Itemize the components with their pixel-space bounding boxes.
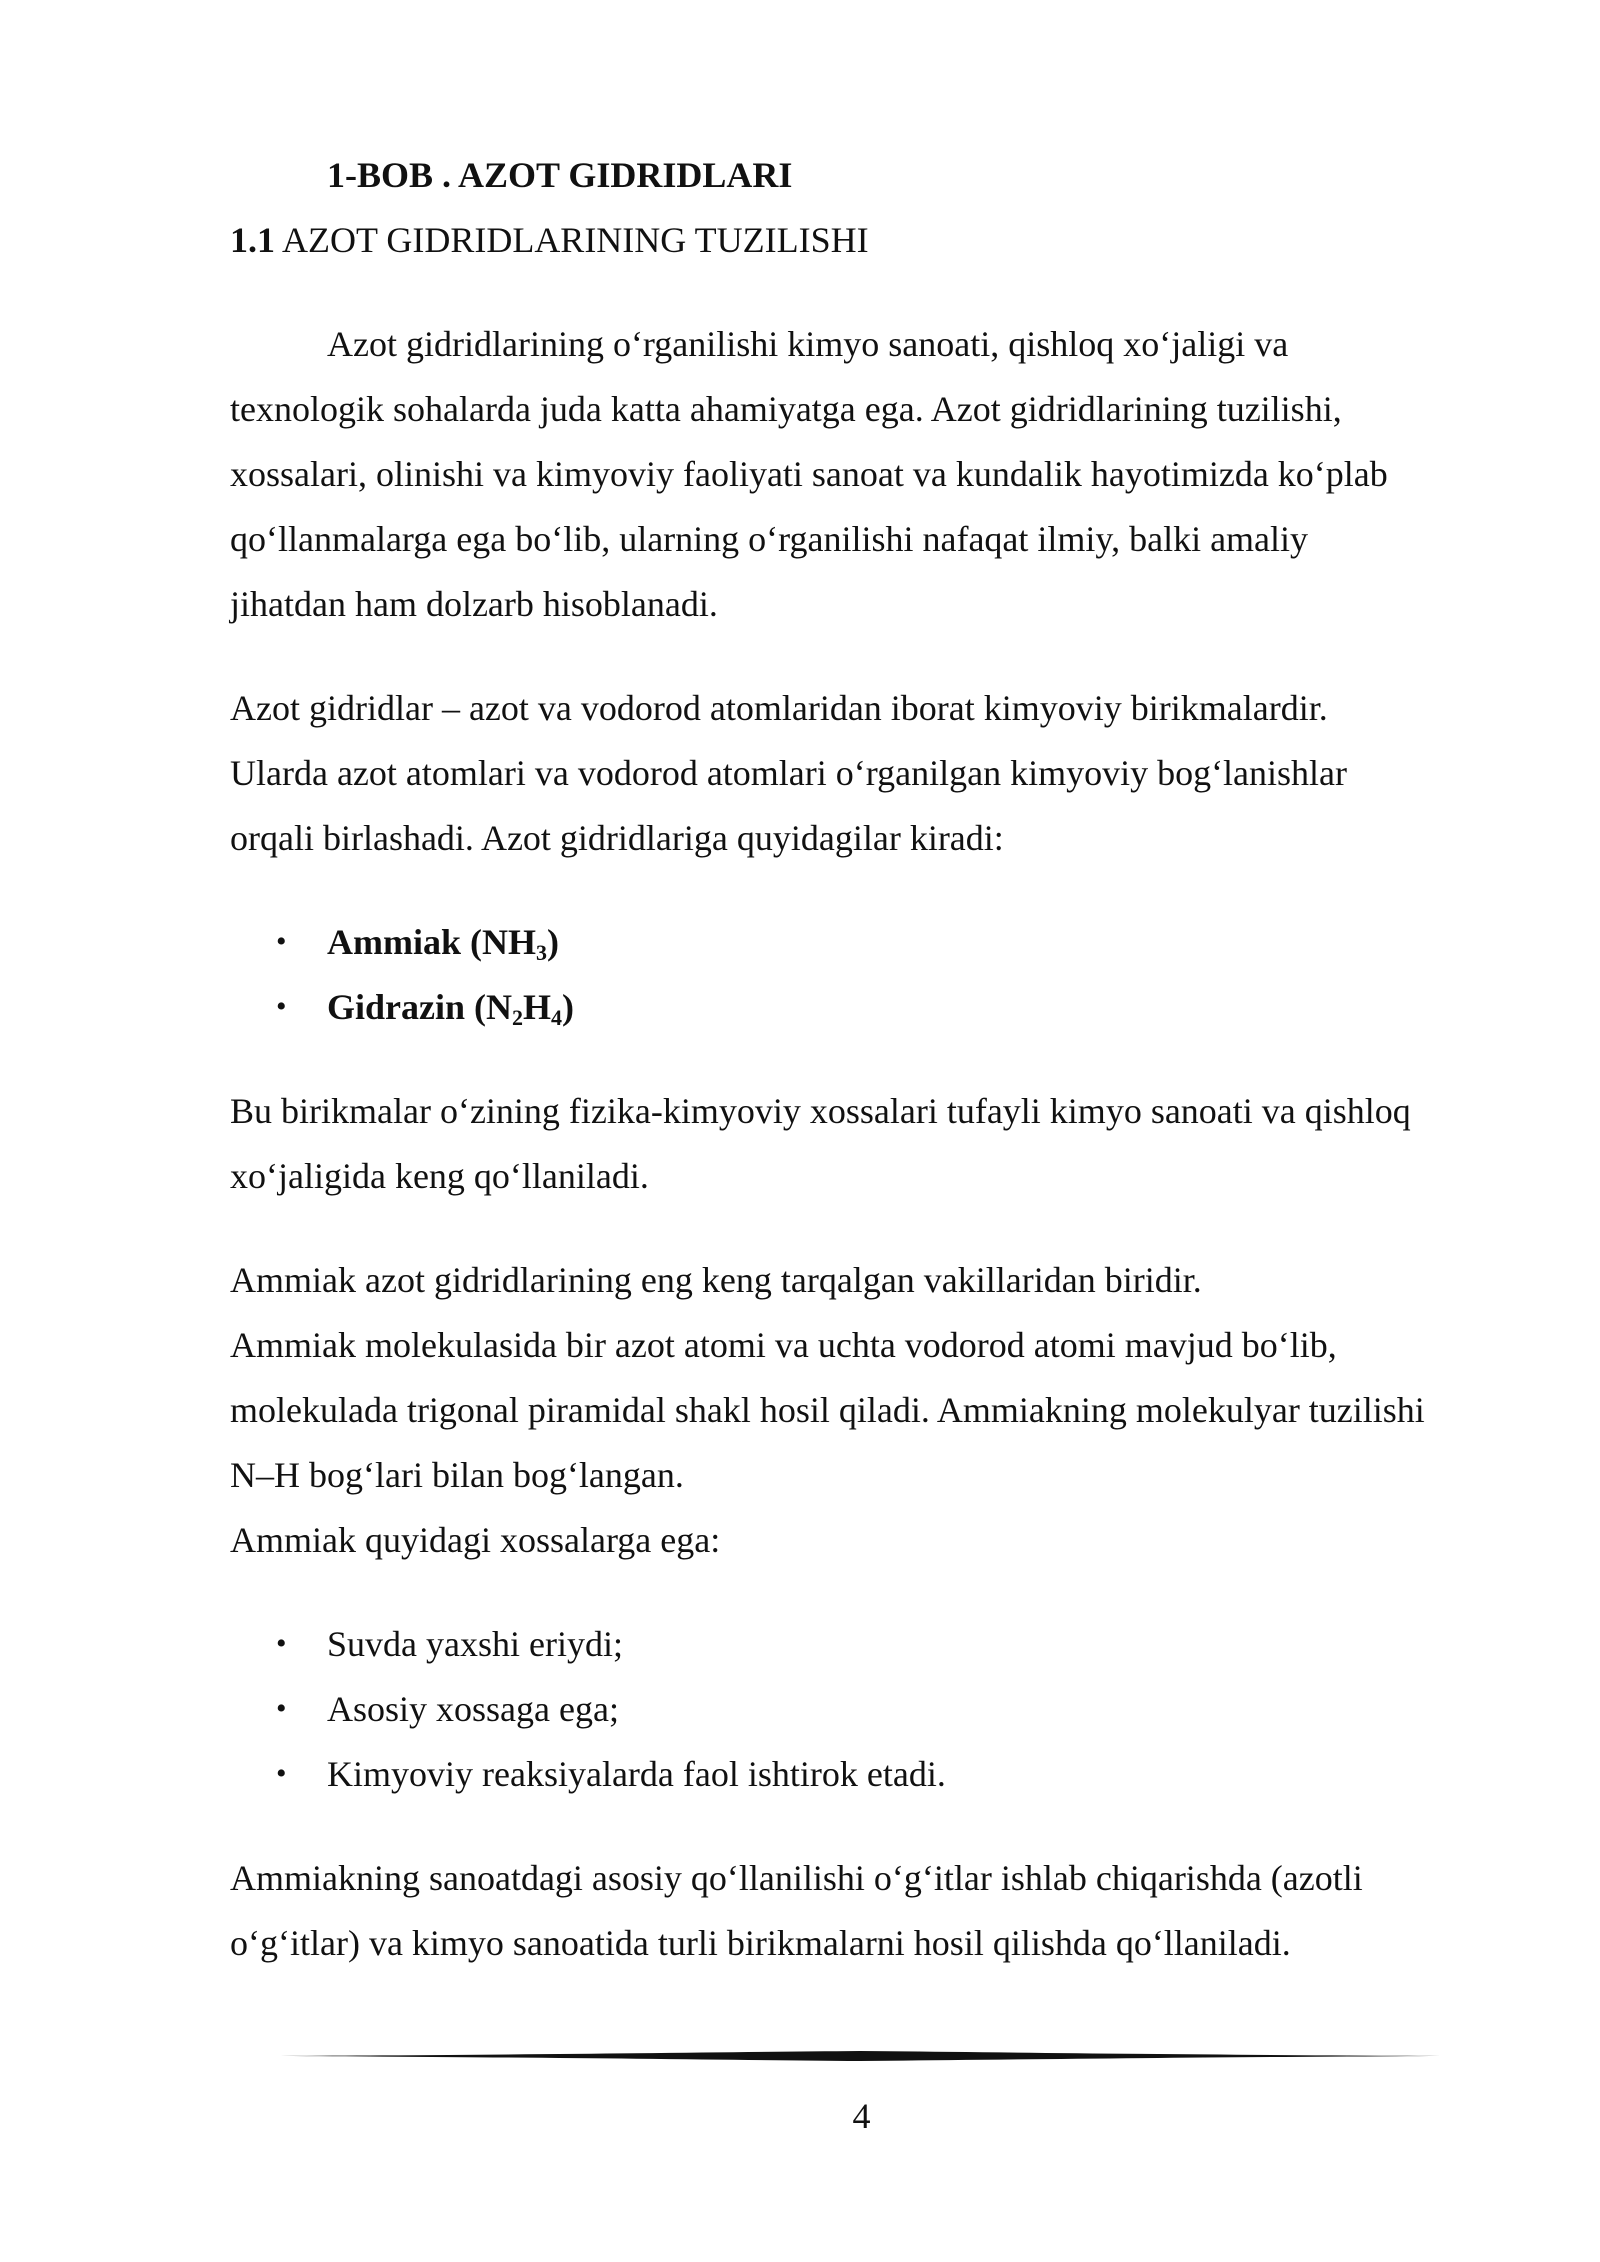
hydrazine-subscript: 2	[512, 1005, 523, 1030]
paragraph-line: jihatdan ham dolzarb hisoblanadi.	[230, 584, 718, 624]
paragraph-line: molekulada trigonal piramidal shakl hosil qiladi. Ammiakning molekulyar tuzilishi	[230, 1390, 1425, 1430]
bullet-icon: •	[276, 1692, 287, 1725]
paragraph-line: Azot gidridlar – azot va vodorod atomlaridan iborat kimyoviy birikmalardir.	[230, 688, 1328, 728]
hydrazine-name: Gidrazin (N	[327, 987, 512, 1027]
hydrazine-subscript: 4	[551, 1005, 563, 1030]
list-item: Asosiy xossaga ega;	[327, 1689, 619, 1729]
paragraph-line: Ammiak molekulasida bir azot atomi va uchta vodorod atomi mavjud bo‘lib,	[230, 1325, 1337, 1365]
hydrazine-close: )	[562, 987, 575, 1027]
paragraph-line: xo‘jaligida keng qo‘llaniladi.	[230, 1156, 649, 1196]
paragraph-line: Ularda azot atomlari va vodorod atomlari o‘rganilgan kimyoviy bog‘lanishlar	[230, 753, 1348, 793]
bullet-icon: •	[276, 990, 287, 1023]
paragraph-line: xossalari, olinishi va kimyoviy faoliyati sanoat va kundalik hayotimizda ko‘plab	[230, 454, 1388, 494]
list-item-ammonia	[327, 920, 559, 964]
paragraph-line: Azot gidridlarining o‘rganilishi kimyo sanoati, qishloq xo‘jaligi va	[327, 324, 1289, 364]
paragraph-line: o‘g‘itlar) va kimyo sanoatida turli birikmalarni hosil qilishda qo‘llaniladi.	[230, 1923, 1291, 1963]
paragraph-line: orqali birlashadi. Azot gidridlariga quyidagilar kiradi:	[230, 818, 1004, 858]
chapter-title: 1-BOB . AZOT GIDRIDLARI	[327, 155, 793, 195]
paragraph-line: Ammiak azot gidridlarining eng keng tarqalgan vakillaridan biridir.	[230, 1260, 1202, 1300]
hydrazine-mid: H	[523, 987, 552, 1027]
bullet-icon: •	[276, 925, 287, 958]
section-number: 1.1	[230, 220, 275, 260]
list-item: Kimyoviy reaksiyalarda faol ishtirok etadi.	[327, 1754, 946, 1794]
paragraph-line: texnologik sohalarda juda katta ahamiyatga ega. Azot gidridlarining tuzilishi,	[230, 389, 1342, 429]
ammonia-name: Ammiak (NH	[327, 922, 536, 962]
footer-divider	[280, 2048, 1440, 2064]
bullet-icon: •	[276, 1627, 287, 1660]
section-heading	[230, 218, 869, 262]
page-number: 4	[852, 2096, 871, 2136]
list-item: Suvda yaxshi eriydi;	[327, 1624, 623, 1664]
section-title: AZOT GIDRIDLARINING TUZILISHI	[275, 220, 869, 260]
paragraph-line: N–H bog‘lari bilan bog‘langan.	[230, 1455, 684, 1495]
paragraph-line: qo‘llanmalarga ega bo‘lib, ularning o‘rganilishi nafaqat ilmiy, balki amaliy	[230, 519, 1309, 559]
ammonia-subscript: 3	[536, 940, 547, 965]
paragraph-line: Bu birikmalar o‘zining fizika-kimyoviy xossalari tufayli kimyo sanoati va qishloq	[230, 1091, 1411, 1131]
paragraph-line: Ammiakning sanoatdagi asosiy qo‘llanilishi o‘g‘itlar ishlab chiqarishda (azotli	[230, 1858, 1363, 1898]
list-item-hydrazine	[327, 985, 574, 1029]
ammonia-close: )	[547, 922, 559, 962]
paragraph-line: Ammiak quyidagi xossalarga ega:	[230, 1520, 721, 1560]
bullet-icon: •	[276, 1757, 287, 1790]
